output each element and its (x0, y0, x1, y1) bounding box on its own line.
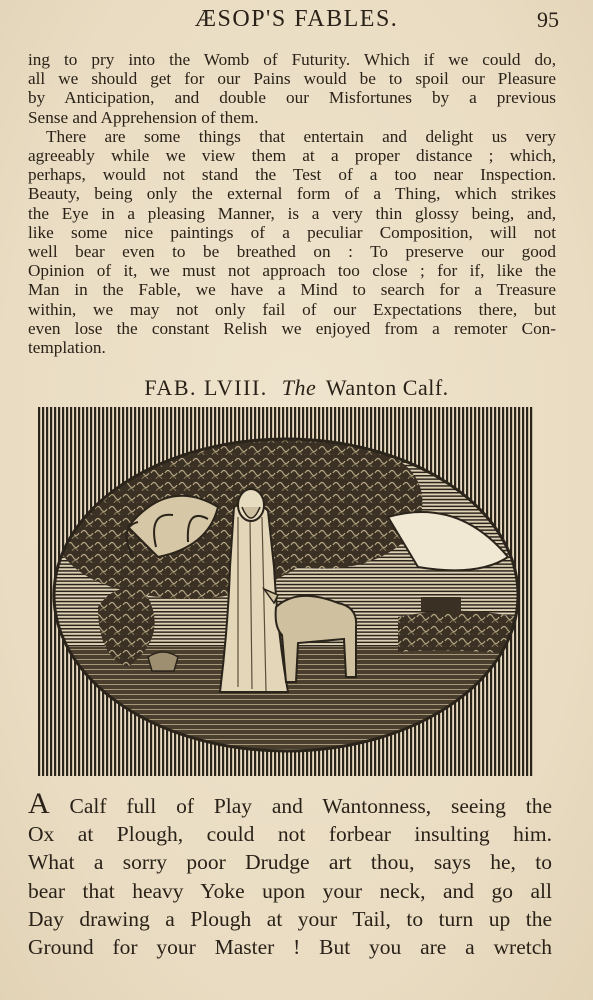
text-line: Opinion of it, we must not approach too close ; for if, like the (28, 261, 556, 281)
text-line: perhaps, would not stand the Test of a too near Inspection. (28, 165, 556, 185)
fable-line: Ox at Plough, could not forbear insulting him. (28, 822, 552, 847)
fable-first-line (28, 792, 552, 820)
fable-heading (0, 375, 593, 401)
fable-line: Day drawing a Plough at your Tail, to turn up the (28, 906, 552, 931)
text-line: Beauty, being only the external form of a Thing, which strikes (28, 184, 556, 204)
text-line: agreeably while we view them at a proper distance ; which, (28, 146, 556, 166)
fable-first-line-text: Calf full of Play and Wantonness, seeing the (69, 794, 552, 818)
fable-title-article: The (281, 375, 317, 400)
text-line: even lose the constant Relish we enjoyed from a remoter Con- (28, 318, 556, 338)
text-line: all we should get for our Pains would be to spoil our Pleasure (28, 69, 556, 89)
text-line: There are some things that entertain and delight us very (46, 126, 556, 146)
moral-text (28, 50, 556, 357)
fable-text (28, 792, 552, 961)
fable-title: Wanton Calf. (325, 375, 449, 400)
text-line: Man in the Fable, we have a Mind to search for a Treasure (28, 280, 556, 300)
page-number: 95 (537, 7, 559, 32)
text-line: within, we may not only fail of our Expectations there, but (28, 299, 556, 319)
text-line: by Anticipation, and double our Misfortunes by a previous (28, 88, 556, 108)
text-line: the Eye in a pleasing Manner, is a very thin glossy being, and, (28, 203, 556, 223)
text-line: Sense and Apprehension of them. (28, 107, 259, 127)
running-head (0, 4, 593, 34)
fable-line: Ground for your Master ! But you are a wretch (28, 935, 552, 960)
running-title: ÆSOP'S FABLES. (194, 6, 399, 32)
text-line: like some nice paintings of a peculiar Composition, will not (28, 222, 556, 242)
drop-cap: A (28, 792, 50, 820)
woodcut-illustration (38, 407, 534, 776)
text-line: ing to pry into the Womb of Futurity. Which if we could do, (28, 50, 556, 69)
text-line: well bear even to be breathed on : To preserve our good (28, 242, 556, 262)
fable-line: bear that heavy Yoke upon your neck, and go all (28, 878, 552, 903)
text-line: templation. (28, 338, 106, 358)
fable-line: What a sorry poor Drudge art thou, says he, to (28, 850, 552, 875)
fable-number: FAB. LVIII. (144, 375, 268, 400)
